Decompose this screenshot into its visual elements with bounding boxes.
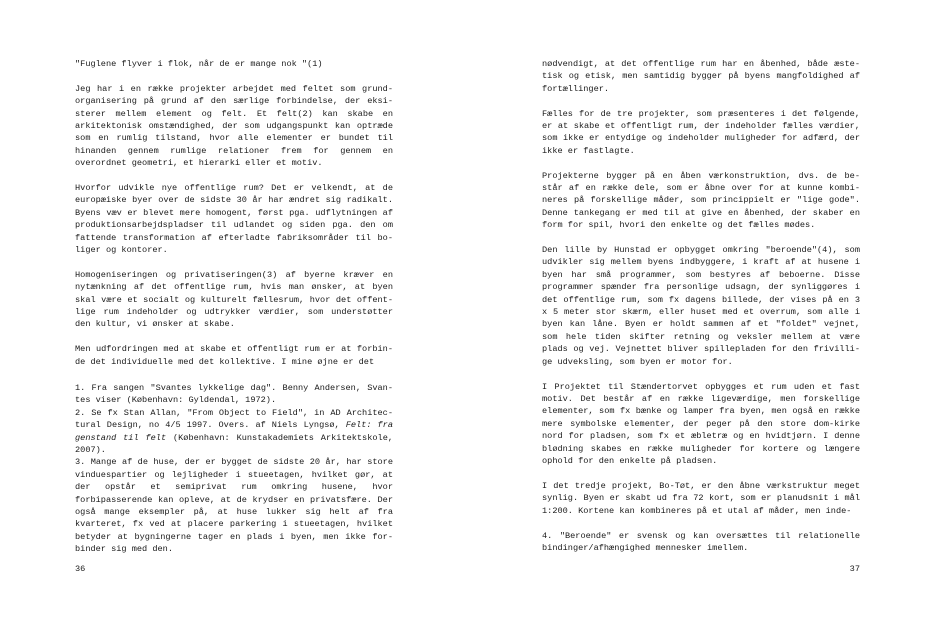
- footnote-4: 4. "Beroende" er svensk og kan oversættes til relationelle bindinger/afhængighed mennesker imellem.: [542, 531, 860, 554]
- left-main-text: [75, 58, 393, 380]
- footnote-3: 3. Mange af de huse, der er bygget de sidste 20 år, har store vinduespartier og lejligheder i stueetagen, hvilket gør, at der opstår et semiprivat rum omkring husene, hvor forbipasserende kan opleve, at de krydser en privatsfære. Der også mange eksempler på, at huse lukker sig helt af fra kvarteret, fx ved at placere parkering i stueetagen, hvilket betyder at bygningerne tager en plads i byen, men ikke for-binder sig med den.: [75, 457, 393, 555]
- right-page: [467, 0, 935, 624]
- left-paragraph-3: Homogeniseringen og privatiseringen(3) af byerne kræver en nytænkning af det offentlige rum, hvis man ønsker, at byen skal være et socialt og kulturelt fællesrum, hvor det offent-lige rum indeholder og udtrykker værdier, som understøtter den kultur, vi ønsker at skabe.: [75, 269, 393, 330]
- left-paragraph-4: Men udfordringen med at skabe et offentligt rum er at forbin-de det individuelle med det kollektive. I mine øjne er det: [75, 344, 393, 367]
- footnote-2-end: (København: Kunstakademiets Arkitektskole, 2007).: [75, 432, 394, 456]
- footnote-2: [75, 407, 393, 457]
- right-paragraph-1: nødvendigt, at det offentlige rum har en åbenhed, både æste-tisk og etisk, men samtidig bygger på byens mangfoldighed af fortællinger.: [542, 59, 860, 94]
- page-number-left: 36: [75, 564, 86, 574]
- left-footnotes: [75, 382, 393, 556]
- right-paragraph-4: Den lille by Hunstad er opbygget omkring "beroende"(4), som udvikler sig mellem byens indbyggere, i kraft af at husene i byen har små programmer, som bestyres af beboerne. Disse programmer spænder fra personlige udsagn, der synliggøres i det offentlige rum, som fx dagens billede, der vises på en 3 x 5 meter stor skærm, eller huset med et overrum, som alle i byen kan låne. Byen er holdt sammen af et "foldet" vejnet, som hele tiden skifter retning og veksler mellem at være plads og vej. Vejnettet bliver spillepladen for den frivilli-ge udveksling, som byen er motor for.: [542, 245, 860, 367]
- right-main-text: [542, 58, 860, 529]
- left-paragraph-1: Jeg har i en række projekter arbejdet med feltet som grund-organisering på grund af den særlige forbindelse, der eksi-sterer mellem element og felt. Et felt(2) kan skabe en arkitektonisk omstændighed, der som udgangspunkt kan optræde som en rumlig tilstand, hvor alle elementer er bundet til hinanden gennem rumlige relationer frem for gennem en overordnet geometri, et hierarki eller et motiv.: [75, 83, 393, 169]
- essay-title: "Fuglene flyver i flok, når de er mange nok "(1): [75, 59, 323, 69]
- left-paragraph-2: Hvorfor udvikle nye offentlige rum? Det er velkendt, at de europæiske byer over de sidste 30 år har ændret sig radikalt. Byens væv er blevet mere homogent, først pga. udflytningen af produktionsarbejdspladser til udlandet og siden pga. den om fattende transformation af efterladte fabriksområder til bo-liger og kontorer.: [75, 183, 393, 256]
- footnote-2-italic: Felt: fra genstand til felt: [75, 420, 393, 443]
- footnote-2-start: 2. Se fx Stan Allan, "From Object to Field", in AD Architec-tural Design, no 4/5 1997. Overs. af Niels Lyngsø,: [75, 407, 393, 431]
- right-footnotes: [542, 530, 860, 555]
- footnote-1: 1. Fra sangen "Svantes lykkelige dag". Benny Andersen, Svan-tes viser (København: Gyldendal, 1972).: [75, 383, 393, 406]
- right-paragraph-6: I det tredje projekt, Bo-Tøt, er den åbne værkstruktur meget synlig. Byen er skabt ud fra 72 kort, som er planudsnit i mål 1:200. Kortene kan kombineres på et utal af måder, men inde-: [542, 480, 860, 516]
- right-paragraph-5: I Projektet til Stændertorvet opbygges et rum uden et fast motiv. Det består af en række ligeværdige, men forskellige elementer, som fx bænke og lamper fra byen, men også en række mere symbolske elementer, der peger på den store dom-kirke nord for pladsen, som fx et æbletræ og en hvidtjørn. I denne blødning skabes en række muligheder for kortere og længere ophold for den enkelte på pladsen.: [542, 381, 860, 466]
- left-page: [0, 0, 467, 624]
- right-paragraph-3: Projekterne bygger på en åben værkonstruktion, dvs. de be-står af en række dele, som er åbne over for at kunne kombi-neres på forskellige måder, som princippielt er "lige gode". Denne tankegang er med til at give en åbenhed, der skaber en form for spil, hvori den enkelte og det fælles mødes.: [542, 170, 860, 231]
- page-number-right: 37: [849, 564, 860, 574]
- right-paragraph-2: Fælles for de tre projekter, som præsenteres i det følgende, er at skabe et offentligt rum, der indeholder fælles værdier, som ikke er entydige og indeholder muligheder for adfærd, der ikke er fastlagte.: [542, 108, 860, 156]
